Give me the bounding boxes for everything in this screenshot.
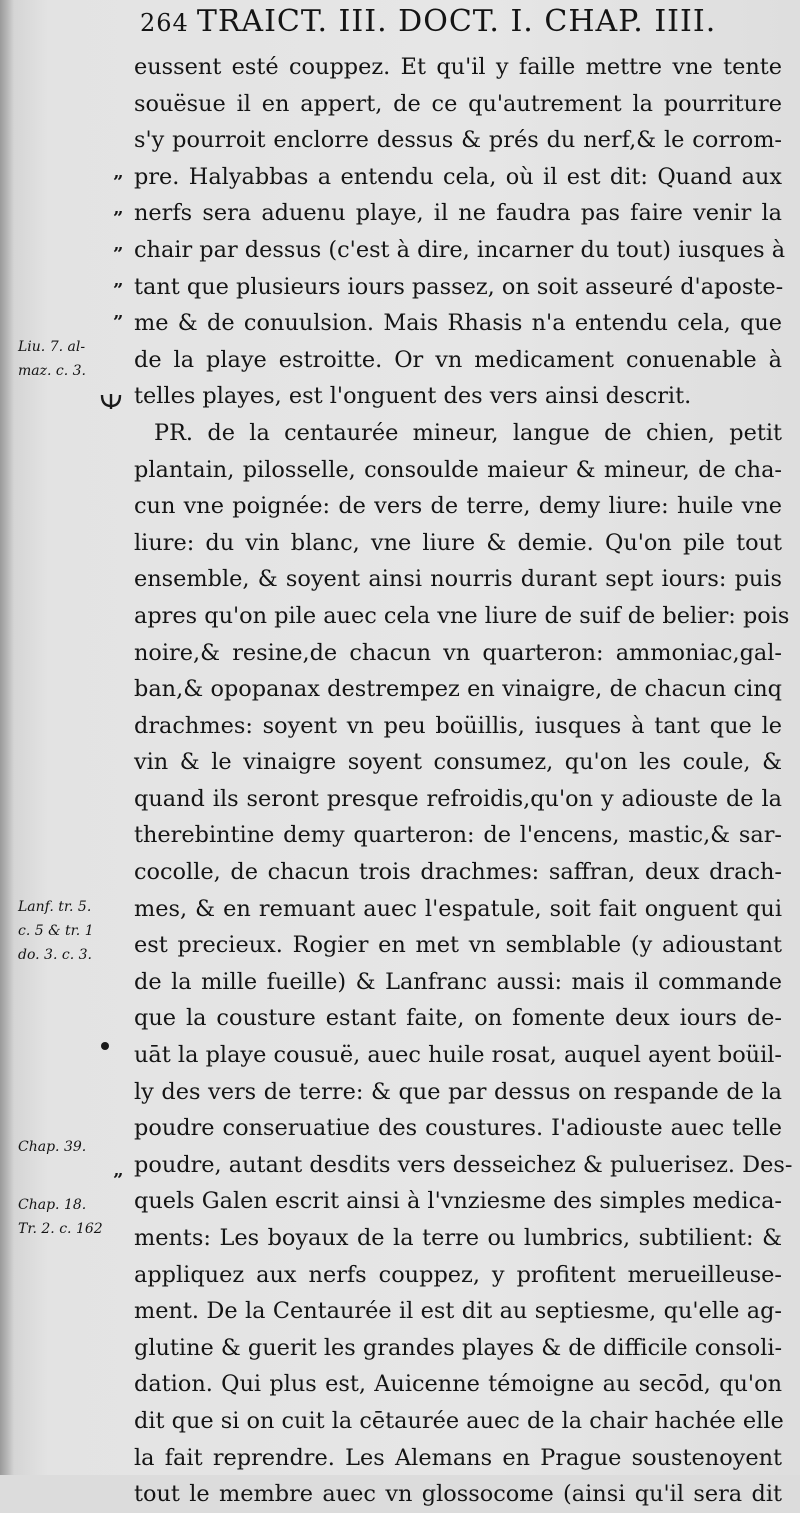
text-line: PR. de la centaurée mineur, langue de chien, petit bbox=[154, 419, 782, 446]
text-line: ments: Les boyaux de la terre ou lumbrics, subtilient: & bbox=[134, 1225, 782, 1251]
text-line: eussent esté couppez. Et qu'il y faille mettre vne tente bbox=[134, 54, 782, 80]
text-line: dation. Qui plus est, Auicenne témoigne au secōd, qu'on bbox=[134, 1371, 782, 1398]
text-line: ly des vers de terre: & que par dessus on respande de la bbox=[134, 1078, 782, 1105]
text-line: ensemble, & soyent ainsi nourris durant sept iours: puis bbox=[134, 566, 782, 593]
text-line: pre. Halyabbas a entendu cela, où il est dit: Quand aux bbox=[134, 163, 782, 190]
quote-mark: ” bbox=[113, 208, 124, 229]
quote-mark: ” bbox=[113, 1170, 124, 1191]
bullet-mark bbox=[101, 1042, 109, 1050]
text-line: drachmes: soyent vn peu boüillis, iusques à tant que le bbox=[134, 712, 782, 739]
text-line: glutine & guerit les grandes playes & de difficile consoli- bbox=[134, 1334, 783, 1361]
text-line: vin & le vinaigre soyent consumez, qu'on les coule, & bbox=[134, 749, 782, 776]
quote-mark: ” bbox=[113, 312, 124, 333]
quote-mark: ” bbox=[113, 244, 124, 265]
recipe-symbol-icon bbox=[100, 392, 122, 410]
text-line: cocolle, de chacun trois drachmes: saffran, deux drach- bbox=[134, 859, 782, 886]
margin-note: c. 5 & tr. 1 bbox=[18, 923, 94, 939]
text-line: tant que plusieurs iours passez, on soit asseuré d'aposte- bbox=[134, 273, 784, 300]
text-line: telles playes, est l'onguent des vers ainsi descrit. bbox=[134, 383, 692, 410]
text-line: quand ils seront presque refroidis,qu'on y adiouste de la bbox=[134, 785, 782, 812]
margin-note: Lanf. tr. 5. bbox=[18, 899, 92, 915]
text-line: que la cousture estant faite, on fomente deux iours de- bbox=[134, 1005, 782, 1032]
text-line: souësue il en appert, de ce qu'autrement la pourriture bbox=[134, 90, 782, 117]
text-line: tout le membre auec vn glossocome (ainsi qu'il sera dit bbox=[134, 1481, 782, 1508]
text-line: ment. De la Centaurée il est dit au septiesme, qu'elle ag- bbox=[134, 1298, 782, 1325]
text-line: nerfs sera aduenu playe, il ne faudra pas faire venir la bbox=[134, 200, 782, 227]
text-line: chair par dessus (c'est à dire, incarner du tout) iusques à bbox=[134, 236, 786, 263]
text-line: mes, & en remuant auec l'espatule, soit fait onguent qui bbox=[134, 895, 782, 922]
quote-mark: ” bbox=[113, 172, 124, 193]
text-line: uāt la playe cousuë, auec huile rosat, auquel ayent boüil- bbox=[134, 1042, 782, 1069]
text-line: me & de conuulsion. Mais Rhasis n'a entendu cela, que bbox=[134, 310, 782, 337]
text-line: liure: du vin blanc, vne liure & demie. Qu'on pile tout bbox=[134, 529, 782, 556]
margin-note: maz. c. 3. bbox=[18, 363, 86, 379]
margin-note: Chap. 39. bbox=[18, 1139, 87, 1155]
text-line: la fait reprendre. Les Alemans en Prague soustenoyent bbox=[134, 1444, 782, 1471]
text-line: therebintine demy quarteron: de l'encens, mastic,& sar- bbox=[134, 822, 782, 849]
text-line: de la playe estroitte. Or vn medicament conuenable à bbox=[134, 346, 782, 373]
binding-shadow bbox=[0, 0, 14, 1475]
text-line: cun vne poignée: de vers de terre, demy liure: huile vne bbox=[134, 493, 782, 520]
page-number: 264 bbox=[140, 9, 189, 37]
text-line: s'y pourroit enclorre dessus & prés du nerf,& le corrom- bbox=[134, 127, 782, 154]
text-line: plantain, pilosselle, consoulde maieur & mineur, de cha- bbox=[134, 456, 782, 483]
text-line: poudre conseruatiue des coustures. I'adiouste auec telle bbox=[134, 1115, 782, 1142]
quote-mark: ” bbox=[113, 280, 124, 301]
body-text bbox=[134, 49, 793, 1513]
margin-note: do. 3. c. 3. bbox=[18, 947, 92, 963]
margin-note: Tr. 2. c. 162 bbox=[18, 1221, 103, 1237]
text-line: est precieux. Rogier en met vn semblable (y adioustant bbox=[134, 932, 782, 959]
running-title: TRAICT. III. DOCT. I. CHAP. IIII. bbox=[196, 4, 717, 39]
margin-note: Chap. 18. bbox=[18, 1197, 87, 1213]
text-line: poudre, autant desdits vers desseichez & puluerisez. Des- bbox=[134, 1151, 793, 1178]
text-line: de la mille fueille) & Lanfranc aussi: mais il commande bbox=[134, 968, 782, 995]
text-line: quels Galen escrit ainsi à l'vnziesme des simples medica- bbox=[134, 1188, 782, 1215]
text-line: ban,& opopanax destrempez en vinaigre, de chacun cinq bbox=[134, 676, 782, 703]
text-line: dit que si on cuit la cētaurée auec de la chair hachée elle bbox=[134, 1407, 784, 1434]
margin-note: Liu. 7. al- bbox=[18, 339, 86, 355]
text-line: apres qu'on pile auec cela vne liure de suif de belier: pois bbox=[134, 602, 790, 629]
running-header bbox=[140, 4, 790, 50]
text-line: appliquez aux nerfs couppez, y profitent merueilleuse- bbox=[134, 1261, 782, 1288]
text-line: noire,& resine,de chacun vn quarteron: ammoniac,gal- bbox=[134, 639, 782, 666]
